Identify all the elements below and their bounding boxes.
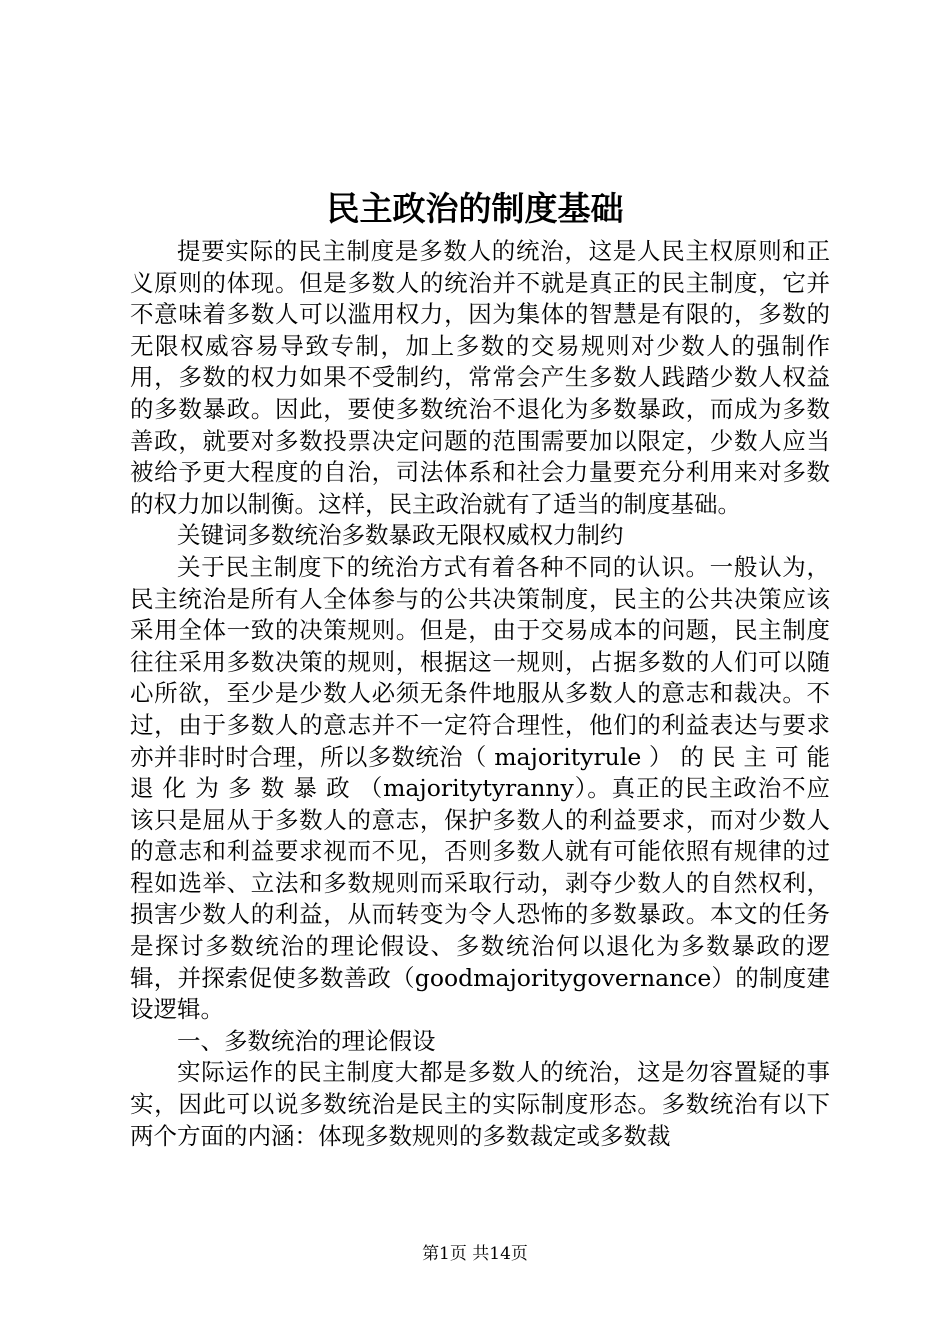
page-number-footer: 第1页 共14页 (422, 1244, 528, 1264)
keywords-paragraph: 关键词多数统治多数暴政无限权威权力制约 (177, 521, 624, 550)
section-heading: 一、多数统治的理论假设 (177, 1026, 436, 1055)
document-body (130, 236, 830, 1152)
intro-paragraph: 关于民主制度下的统治方式有着各种不同的认识。一般认为，民主统治是所有人全体参与的公共决策制度，民主的公共决策应该采用全体一致的决策规则。但是，由于交易成本的问题，民主制度往往采用多数决策的规则，根据这一规则，占据多数的人们可以随心所欲，至少是少数人必须无条件地服从多数人的意志和裁决。不过，由于多数人的意志并不一定符合理性，他们的利益表达与要求亦并非时时合理，所以多数统治（ majorityrule ） 的 民 主 可 能 退 化 为 多 数 暴 政 （majoritytyranny）。真正的民主政治不应该只是屈从于多数人的意志，保护多数人的利益要求，而对少数人的意志和利益要求视而不见，否则多数人就有可能依照有规律的过程如选举、立法和多数规则而采取行动，剥夺少数人的自然权利，损害少数人的利益，从而转变为令人恐怖的多数暴政。本文的任务是探讨多数统治的理论假设、多数统治何以退化为多数暴政的逻辑，并探索促使多数善政（goodmajoritygovernance）的制度建设逻辑。 (130, 552, 830, 1024)
section-paragraph: 实际运作的民主制度大都是多数人的统治，这是勿容置疑的事实，因此可以说多数统治是民主的实际制度形态。多数统治有以下两个方面的内涵：体现多数规则的多数裁定或多数裁 (130, 1058, 830, 1150)
abstract-paragraph: 提要实际的民主制度是多数人的统治，这是人民主权原则和正义原则的体现。但是多数人的统治并不就是真正的民主制度，它并不意味着多数人可以滥用权力，因为集体的智慧是有限的，多数的无限权威容易导致专制，加上多数的交易规则对少数人的强制作用，多数的权力如果不受制约，常常会产生多数人践踏少数人权益的多数暴政。因此，要使多数统治不退化为多数暴政，而成为多数善政，就要对多数投票决定问题的范围需要加以限定，少数人应当被给予更大程度的自治，司法体系和社会力量要充分利用来对多数的权力加以制衡。这样，民主政治就有了适当的制度基础。 (130, 237, 830, 518)
document-title: 民主政治的制度基础 (326, 189, 624, 228)
